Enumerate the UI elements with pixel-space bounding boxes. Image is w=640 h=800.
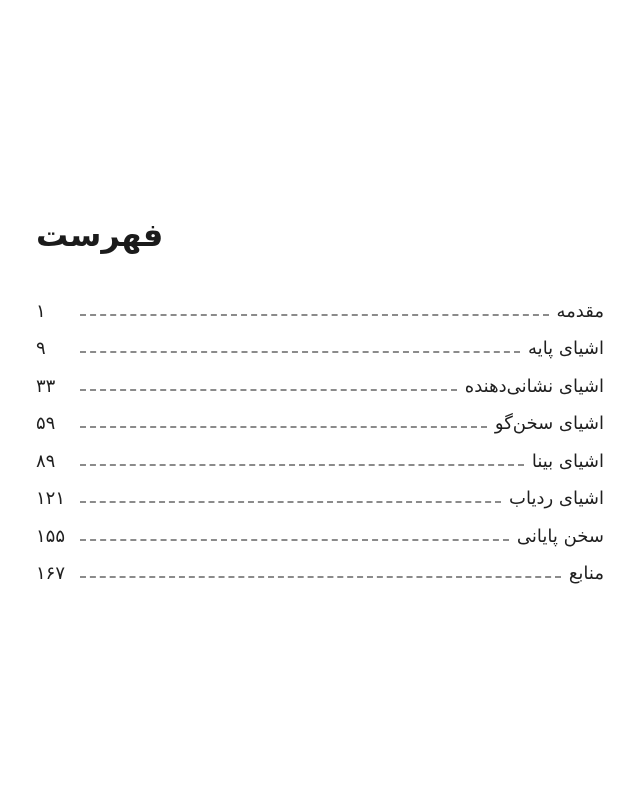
- toc-entry-title: اشیای ردیاب: [509, 488, 604, 510]
- toc-entry: [36, 481, 604, 519]
- dot-leader: [80, 501, 501, 503]
- page-title: فهرست: [36, 216, 164, 255]
- dot-leader: [80, 426, 487, 428]
- toc-entry-title: اشیای بینا: [531, 450, 604, 472]
- toc-entry: [36, 406, 604, 444]
- table-of-contents: [36, 293, 604, 593]
- toc-entry: [36, 556, 604, 594]
- dot-leader: [80, 351, 520, 353]
- toc-entry-title: منابع: [568, 563, 604, 585]
- dot-leader: [80, 464, 524, 466]
- toc-entry: [36, 368, 604, 406]
- dot-leader: [80, 576, 561, 578]
- toc-entry: [36, 443, 604, 481]
- toc-entry-title: مقدمه: [556, 300, 604, 322]
- toc-page-number: ۸۹: [36, 450, 56, 472]
- toc-page-number: ۳۳: [36, 375, 56, 397]
- toc-page-number: ۹: [36, 338, 46, 360]
- toc-entry-title: اشیای نشانی‌دهنده: [464, 375, 604, 397]
- dot-leader: [80, 389, 457, 391]
- toc-entry-title: سخن پایانی: [516, 525, 604, 547]
- toc-page-number: ۱: [36, 300, 46, 322]
- dot-leader: [80, 539, 509, 541]
- toc-page-number: ۵۹: [36, 413, 56, 435]
- toc-entry: [36, 518, 604, 556]
- toc-page-number: ۱۵۵: [36, 525, 66, 547]
- toc-entry-title: اشیای سخن‌گو: [494, 413, 604, 435]
- toc-entry: [36, 331, 604, 369]
- toc-page-number: ۱۲۱: [36, 488, 66, 510]
- toc-page-number: ۱۶۷: [36, 563, 66, 585]
- toc-entry: [36, 293, 604, 331]
- toc-entry-title: اشیای پایه: [528, 338, 604, 360]
- dot-leader: [80, 314, 549, 316]
